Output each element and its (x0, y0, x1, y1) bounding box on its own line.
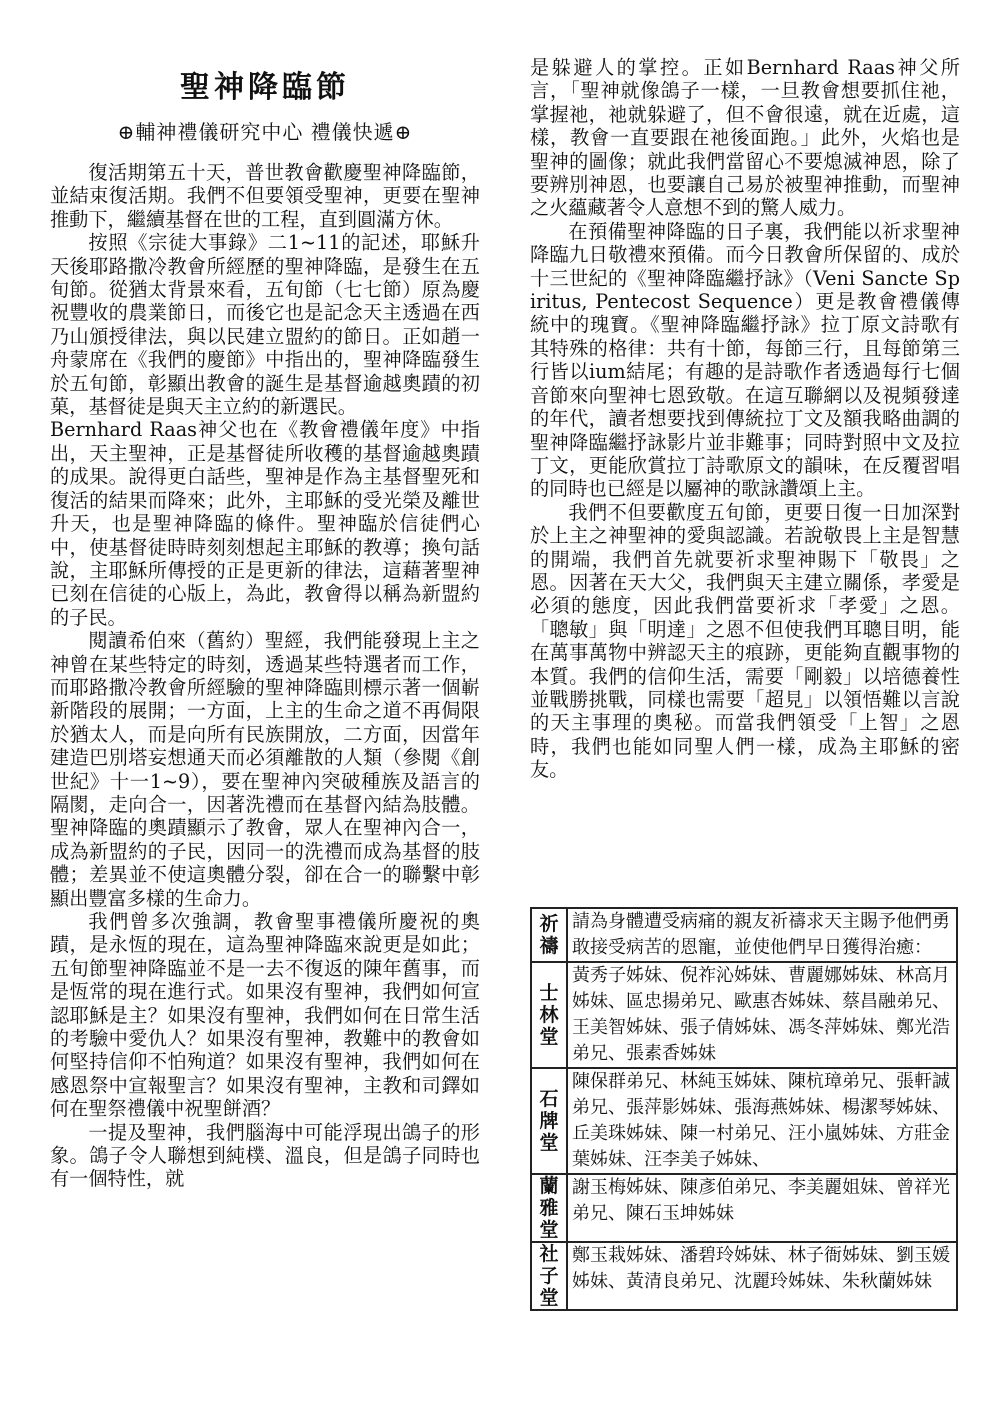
paragraph: 我們不但要歡度五旬節，更要日復一日加深對於上主之神聖神的愛與認識。若說敬畏上主是智慧的開端，我們首先就要祈求聖神賜下「敬畏」之恩。因著在天大父，我們與天主建立關係，孝愛是必須的態度，因此我們當要祈求「孝愛」之恩。「聰敏」與「明達」之恩不但使我們耳聰目明，能在萬事萬物中辨認天主的痕跡，更能夠直觀事物的本質。我們的信仰生活，需要「剛毅」以培德養性並戰勝挑戰，同樣也需要「超見」以領悟難以言說的天主事理的奧秘。而當我們領受「上智」之恩時，我們也能如同聖人們一樣，成為主耶穌的密友。 (530, 500, 960, 782)
parish-name: 社 子 堂 (531, 1242, 567, 1310)
prayer-heading: 祈 禱 (531, 908, 567, 962)
parish-names: 陳保群弟兄、林純玉姊妹、陳杭璋弟兄、張軒誠弟兄、張萍影姊妹、張海燕姊妹、楊潔琴姊妹、丘美珠姊妹、陳一村弟兄、汪小嵐姊妹、方莊金葉姊妹、汪李美子姊妹、 (567, 1068, 957, 1174)
parish-names: 黃秀子姊妹、倪祚沁姊妹、曹麗娜姊妹、林高月姊妹、區忠揚弟兄、歐惠杏姊妹、蔡昌融弟兄、王美智姊妹、張子倩姊妹、馮冬萍姊妹、鄭光浩弟兄、張素香姊妹 (567, 962, 957, 1068)
parish-row (531, 1174, 957, 1242)
parish-row (531, 962, 957, 1068)
paragraph: 一提及聖神，我們腦海中可能浮現出鴿子的形象。鴿子令人聯想到純樸、溫良，但是鴿子同時也有一個特性，就 (50, 1120, 480, 1191)
paragraph: Bernhard Raas神父也在《教會禮儀年度》中指出，天主聖神，正是基督徒所收穫的基督逾越奧蹟的成果。說得更白話些，聖神是作為主基督聖死和復活的結果而降來；此外，主耶穌的受光榮及離世升天，也是聖神降臨的條件。聖神臨於信徒們心中，使基督徒時時刻刻想起主耶穌的教導；換句話說，主耶穌所傳授的正是更新的律法，這藉著聖神已刻在信徒的心版上，為此，教會得以稱為新盟約的子民。 (50, 418, 480, 629)
left-body (50, 161, 480, 1191)
paragraph: 在預備聖神降臨的日子裏，我們能以祈求聖神降臨九日敬禮來預備。而今日教會所保留的、成於十三世紀的《聖神降臨繼抒詠》（Veni Sancte Spiritus, Pentecost Sequence）更是教會禮儀傳統中的瑰寶。《聖神降臨繼抒詠》拉丁原文詩歌有其特殊的格律：共有十節，每節三行，且每節第三行皆以ium結尾；有趣的是詩歌作者透過每行七個音節來向聖神七恩致敬。在這互聯網以及視頻發達的年代，讀者想要找到傳統拉丁文及額我略曲調的聖神降臨繼抒詠影片並非難事；同時對照中文及拉丁文，更能欣賞拉丁詩歌原文的韻味，在反覆習唱的同時也已經是以屬神的歌詠讚頌上主。 (530, 219, 960, 501)
prayer-list-table (530, 907, 958, 1311)
parish-names: 謝玉梅姊妹、陳彥伯弟兄、李美麗姐妹、曾祥光弟兄、陳石玉坤姊妹 (567, 1174, 957, 1242)
page-title: 聖神降臨節 (180, 70, 350, 105)
paragraph: 閱讀希伯來（舊約）聖經，我們能發現上主之神曾在某些特定的時刻，透過某些特選者而工作，而耶路撒冷教會所經驗的聖神降臨則標示著一個嶄新階段的展開；一方面，上主的生命之道不再侷限於猶太人，而是向所有民族開放，二方面，因當年建造巴別塔妄想通天而必須離散的人類（參閱《創世紀》十一1~9），要在聖神內突破種族及語言的隔閡，走向合一，因著洗禮而在基督內結為肢體。聖神降臨的奧蹟顯示了教會，眾人在聖神內合一，成為新盟約的子民，因同一的洗禮而成為基督的肢體；差異並不使這奧體分裂，卻在合一的聯繫中彰顯出豐富多樣的生命力。 (50, 629, 480, 910)
right-body (530, 56, 960, 782)
prayer-intro: 請為身體遭受病痛的親友祈禱求天主賜予他們勇敢接受病苦的恩寵，並使他們早日獲得治癒： (567, 908, 957, 962)
page-subtitle: ⊕輔神禮儀研究中心 禮儀快遞⊕ (117, 120, 413, 144)
paragraph: 復活期第五十天，普世教會歡慶聖神降臨節，並結束復活期。我們不但要領受聖神，更要在聖神推動下，繼續基督在世的工程，直到圓滿方休。 (50, 161, 480, 231)
parish-name: 蘭 雅 堂 (531, 1174, 567, 1242)
prayer-intro-row (531, 908, 957, 962)
parish-names: 鄭玉栽姊妹、潘碧玲姊妹、林子衙姊妹、劉玉媛姊妹、黃清良弟兄、沈麗玲姊妹、朱秋蘭姊妹 (567, 1242, 957, 1310)
paragraph: 是躲避人的掌控。正如Bernhard Raas神父所言，「聖神就像鴿子一樣，一旦教會想要抓住祂，掌握祂，祂就躲避了，但不會很遠，就在近處，這樣，教會一直要跟在祂後面跑。」此外，火焰也是聖神的圖像；就此我們當留心不要熄滅神恩，除了要辨別神恩，也要讓自己易於被聖神推動，而聖神之火蘊藏著令人意想不到的驚人威力。 (530, 56, 960, 220)
paragraph: 按照《宗徒大事錄》二1~11的記述，耶穌升天後耶路撒冷教會所經歷的聖神降臨，是發生在五旬節。從猶太背景來看，五旬節（七七節）原為慶祝豐收的農業節日，而後它也是記念天主透過在西乃山頒授律法，與以民建立盟約的節日。正如趙一舟蒙席在《我們的慶節》中指出的，聖神降臨發生於五旬節，彰顯出教會的誕生是基督逾越奧蹟的初菓，基督徒是與天主立約的新選民。 (50, 231, 480, 419)
parish-name: 石 牌 堂 (531, 1068, 567, 1174)
parish-name: 士 林 堂 (531, 962, 567, 1068)
parish-row (531, 1242, 957, 1310)
parish-row (531, 1068, 957, 1174)
paragraph: 我們曾多次強調，教會聖事禮儀所慶祝的奧蹟，是永恆的現在，這為聖神降臨來說更是如此；五旬節聖神降臨並不是一去不復返的陳年舊事，而是恆常的現在進行式。如果沒有聖神，我們如何宣認耶穌是主？如果沒有聖神，我們如何在日常生活的考驗中愛仇人？如果沒有聖神，教難中的教會如何堅持信仰不怕殉道？如果沒有聖神，我們如何在感恩祭中宣報聖言？如果沒有聖神，主教和司鐸如何在聖祭禮儀中祝聖餅酒？ (50, 910, 480, 1121)
